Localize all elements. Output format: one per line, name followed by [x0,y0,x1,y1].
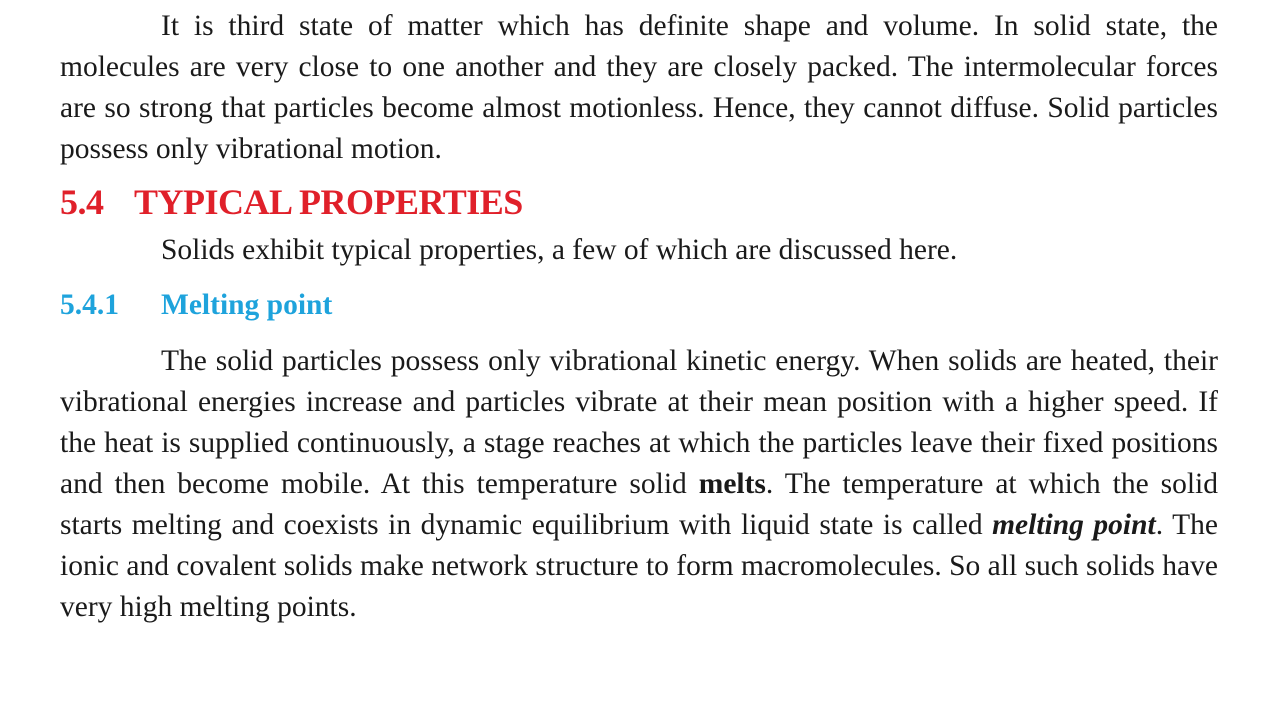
intro-paragraph: It is third state of matter which has definite shape and volume. In solid state, the molecules are very close to one another and they are closely packed. The intermolecular forces are so strong that particles become almost motionless. Hence, they cannot diffuse. Solid particles possess only vibrational motion. [60,10,1218,165]
melting-text-part2: . The temperature at which the solid starts melting and coexists in dynamic equilibrium with liquid state is called [60,468,1218,541]
melting-point-paragraph [60,341,1218,628]
melting-text-part3: . The ionic and covalent solids make network structure to form macromolecules. So all such solids have very high melting points. [60,509,1218,623]
melting-point-term: melting point [992,509,1156,541]
section-title: TYPICAL PROPERTIES [134,182,523,222]
subsection-heading [60,285,1218,326]
section-number: 5.4 [60,182,104,222]
subsection-title: Melting point [161,289,333,321]
document-page [60,6,1218,628]
section-intro: Solids exhibit typical properties, a few of which are discussed here. [161,234,958,266]
melts-term: melts [698,468,766,500]
section-heading [60,180,1218,224]
subsection-number: 5.4.1 [60,289,119,321]
melting-text-part1: The solid particles possess only vibrational kinetic energy. When solids are heated, their vibrational energies increase and particles vibrate at their mean position with a higher speed. If the heat is supplied continuously, a stage reaches at which the particles leave their fixed positions and then become mobile. At this temperature solid [60,345,1218,500]
